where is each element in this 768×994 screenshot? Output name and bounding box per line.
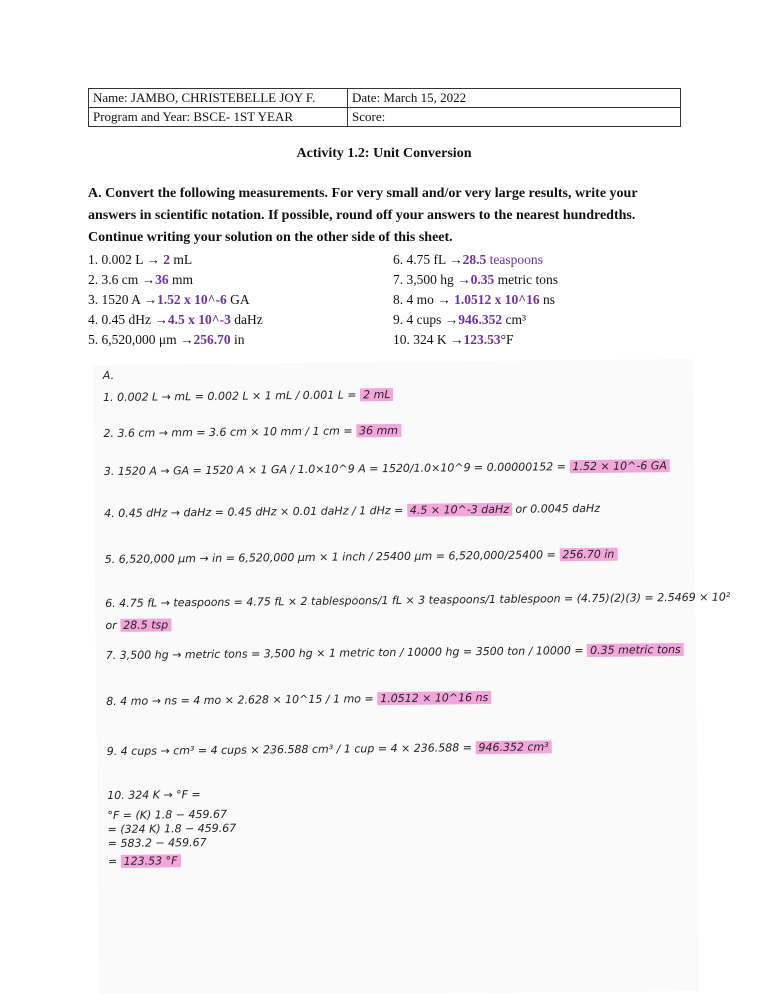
handwritten-line (105, 548, 618, 566)
question: 10. 324 K → (393, 332, 464, 347)
list-item (393, 270, 558, 290)
answer: 1.0512 x 10^16 (454, 292, 540, 307)
activity-title: Activity 1.2: Unit Conversion (296, 146, 472, 161)
unit: ns (539, 292, 556, 307)
question: 5. 6,520,000 μm → (88, 332, 194, 347)
unit: GA (226, 292, 250, 307)
handwritten-solution (93, 359, 731, 994)
handwritten-line (104, 502, 600, 520)
handwritten-text: 2. 3.6 cm → mm = 3.6 cm × 10 mm / 1 cm = (103, 424, 357, 441)
handwritten-line (105, 618, 171, 632)
highlighted-answer: 256.70 in (559, 548, 617, 562)
list-item (88, 250, 263, 270)
question: 2. 3.6 cm → (88, 272, 156, 287)
handwritten-line (103, 369, 114, 382)
handwritten-line (106, 691, 491, 708)
answer: 36 (155, 272, 169, 287)
highlighted-answer: 123.53 °F (121, 854, 181, 868)
list-item (88, 310, 263, 330)
unit: in (230, 332, 245, 347)
list-item (393, 250, 558, 270)
unit: mL (170, 252, 193, 267)
answer: 28.5 (462, 252, 487, 267)
question: 1. 0.002 L → (88, 252, 164, 267)
highlighted-answer: 1.52 × 10^-6 GA (569, 459, 670, 473)
list-item (88, 290, 263, 310)
answer: 256.70 (193, 332, 231, 347)
handwritten-line (106, 643, 684, 662)
handwritten-text: 1. 0.002 L → mL = 0.002 L × 1 mL / 0.001 L = (102, 388, 361, 405)
student-info-table (88, 88, 681, 127)
answer: 946.352 (458, 312, 503, 327)
handwritten-text: °F = (K) 1.8 − 459.67 (107, 807, 228, 823)
highlighted-answer: 28.5 tsp (120, 618, 171, 632)
highlighted-answer: 2 mL (360, 388, 393, 401)
answers-col-2 (393, 250, 558, 350)
handwritten-line (108, 836, 207, 850)
highlighted-answer: 0.35 metric tons (587, 643, 684, 657)
unit: teaspoons (486, 252, 543, 267)
handwritten-text: or 0.0045 daHz (511, 501, 601, 516)
list-item (393, 330, 558, 350)
highlighted-answer: 1.0512 × 10^16 ns (377, 691, 491, 705)
handwritten-text: 10. 324 K → °F = (107, 788, 201, 803)
answer: 4.5 x 10^-3 (167, 312, 231, 327)
handwritten-line (108, 854, 181, 868)
handwritten-line (107, 740, 552, 758)
instructions: A. Convert the following measurements. For very small and/or very large results, write your answers in scientific notation. If possible, round off your answers to the nearest hundredths. Continue writing your solution on the other side of this sheet. (88, 186, 638, 245)
list-item (393, 290, 558, 310)
unit: mm (168, 272, 194, 287)
program-field: Program and Year: BSCE- 1ST YEAR (89, 108, 348, 127)
unit: cm³ (502, 312, 527, 327)
question: 7. 3,500 hg → (393, 272, 471, 287)
unit: daHz (230, 312, 263, 327)
handwritten-text: = (324 K) 1.8 − 459.67 (107, 821, 237, 837)
question: 6. 4.75 fL → (393, 252, 463, 267)
handwritten-line (104, 459, 670, 478)
answer: 123.53 (463, 332, 501, 347)
question: 8. 4 mo → (393, 292, 455, 307)
handwritten-text: 3. 1520 A → GA = 1520 A × 1 GA / 1.0×10^9 A = 1520/1.0×10^9 = 0.00000152 = (103, 460, 570, 479)
answer: 2 (163, 252, 170, 267)
handwritten-text: 5. 6,520,000 μm → in = 6,520,000 μm × 1 inch / 25400 μm = 6,520,000/25400 = (104, 548, 560, 567)
date-field: Date: March 15, 2022 (348, 89, 681, 108)
question: 9. 4 cups → (393, 312, 459, 327)
question: 4. 0.45 dHz → (88, 312, 168, 327)
highlighted-answer: 946.352 cm³ (475, 740, 551, 754)
handwritten-line (105, 590, 730, 610)
handwritten-text: 9. 4 cups → cm³ = 4 cups × 236.588 cm³ / 1 cup = 4 × 236.588 = (106, 741, 476, 759)
highlighted-answer: 36 mm (356, 424, 401, 437)
handwritten-line (103, 424, 401, 440)
name-field: Name: JAMBO, CHRISTEBELLE JOY F. (89, 89, 348, 108)
unit: °F (500, 332, 514, 347)
handwritten-text: 7. 3,500 hg → metric tons = 3,500 hg × 1 metric ton / 10000 hg = 3500 ton / 10000 = (105, 643, 588, 663)
answer: 0.35 (470, 272, 495, 287)
handwritten-text: 4. 0.45 dHz → daHz = 0.45 dHz × 0.01 daHz / 1 dHz = (104, 503, 407, 521)
score-field: Score: (348, 108, 681, 127)
answer: 1.52 x 10^-6 (157, 292, 227, 307)
question: 3. 1520 A → (88, 292, 158, 307)
handwritten-text: = 583.2 − 459.67 (107, 835, 207, 851)
handwritten-line (103, 388, 394, 404)
answers-col-1 (88, 250, 263, 350)
handwritten-text: = (107, 854, 121, 869)
list-item (88, 270, 263, 290)
list-item (88, 330, 263, 350)
handwritten-line (107, 808, 227, 822)
handwritten-line (107, 788, 201, 802)
handwritten-text: 6. 4.75 fL → teaspoons = 4.75 fL × 2 tablespoons/1 fL × 3 teaspoons/1 tablespoon = (4.75)(2)(3) = 2.5469 × 10² (105, 590, 731, 611)
handwritten-text: or (105, 618, 121, 633)
highlighted-answer: 4.5 × 10^-3 daHz (407, 503, 512, 517)
handwritten-text: 8. 4 mo → ns = 4 mo × 2.628 × 10^15 / 1 mo = (106, 692, 378, 709)
handwritten-text: A. (102, 368, 115, 383)
handwritten-line (108, 822, 237, 836)
list-item (393, 310, 558, 330)
unit: metric tons (494, 272, 558, 287)
